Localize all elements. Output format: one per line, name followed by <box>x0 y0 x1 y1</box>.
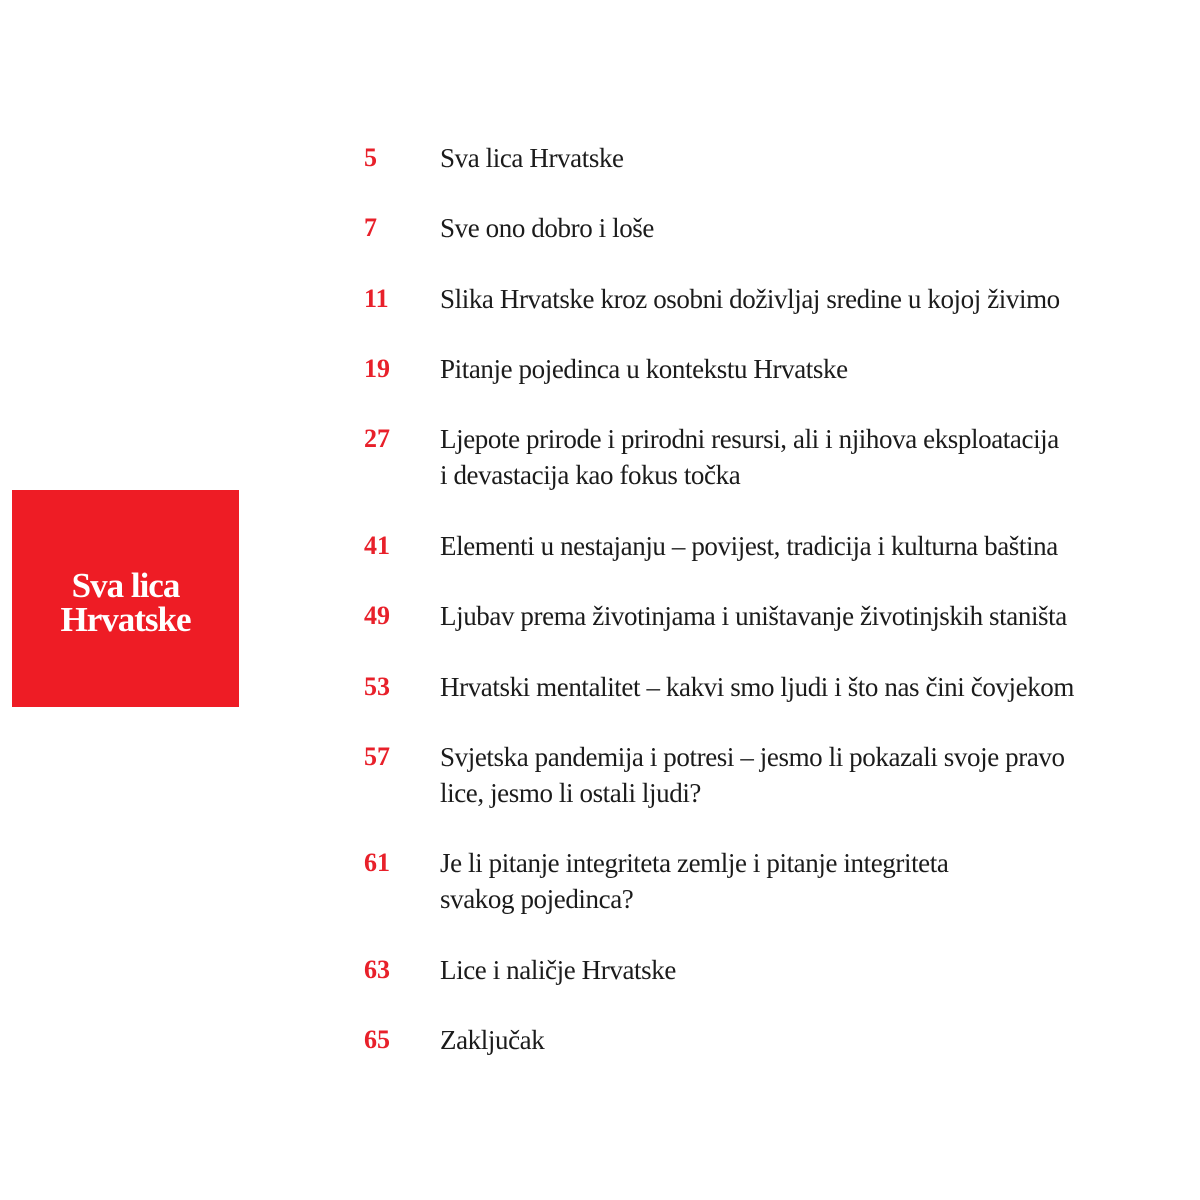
toc-entry-title <box>440 351 1194 387</box>
toc-title-line: Lice i naličje Hrvatske <box>440 955 676 985</box>
book-title: Sva lica Hrvatske <box>60 565 191 639</box>
toc-entry-title <box>440 598 1194 634</box>
toc-entry-title <box>440 952 1194 988</box>
toc-page-number: 19 <box>364 354 390 383</box>
toc-title-line: Slika Hrvatske kroz osobni doživljaj sredine u kojoj živimo <box>440 284 1060 314</box>
toc-page-number: 57 <box>364 742 390 771</box>
toc-page-number: 63 <box>364 955 390 984</box>
toc-title-line: Sve ono dobro i loše <box>440 213 654 243</box>
toc-page-number: 61 <box>364 848 390 877</box>
toc-title-line: Ljepote prirode i prirodni resursi, ali i njihova eksploatacija <box>440 424 1059 454</box>
toc-title-line: i devastacija kao fokus točka <box>440 460 741 490</box>
toc-entry-title <box>440 1022 1194 1058</box>
toc-title-line: svakog pojedinca? <box>440 884 634 914</box>
toc-entry-title <box>440 845 1194 917</box>
toc-entry-title <box>440 669 1194 705</box>
toc-title-line: Elementi u nestajanju – povijest, tradicija i kulturna baština <box>440 531 1058 561</box>
toc-title-line: Hrvatski mentalitet – kakvi smo ljudi i što nas čini čovjekom <box>440 672 1075 702</box>
toc-page-number: 27 <box>364 424 390 453</box>
toc-page-number: 53 <box>364 672 390 701</box>
toc-page-number: 7 <box>364 213 377 242</box>
toc-entry-title <box>440 210 1194 246</box>
title-block <box>12 490 239 707</box>
toc-page-number: 49 <box>364 601 390 630</box>
toc-page-number: 65 <box>364 1025 390 1054</box>
toc-page-number: 5 <box>364 143 377 172</box>
toc-page-number: 41 <box>364 531 390 560</box>
toc-title-line: Svjetska pandemija i potresi – jesmo li pokazali svoje pravo <box>440 742 1065 772</box>
toc-entry-title <box>440 421 1194 493</box>
toc-title-line: Ljubav prema životinjama i uništavanje životinjskih staništa <box>440 601 1067 631</box>
toc-title-line: Pitanje pojedinca u kontekstu Hrvatske <box>440 354 848 384</box>
table-of-contents <box>364 0 1194 1200</box>
toc-entry-title <box>440 739 1194 811</box>
toc-title-line: Sva lica Hrvatske <box>440 143 624 173</box>
toc-title-line: Zaključak <box>440 1025 545 1055</box>
toc-page-number: 11 <box>364 284 389 313</box>
toc-title-line: Je li pitanje integriteta zemlje i pitanje integriteta <box>440 848 949 878</box>
toc-entry-title <box>440 528 1194 564</box>
toc-title-line: lice, jesmo li ostali ljudi? <box>440 778 702 808</box>
toc-entry-title <box>440 140 1194 176</box>
toc-entry-title <box>440 281 1194 317</box>
